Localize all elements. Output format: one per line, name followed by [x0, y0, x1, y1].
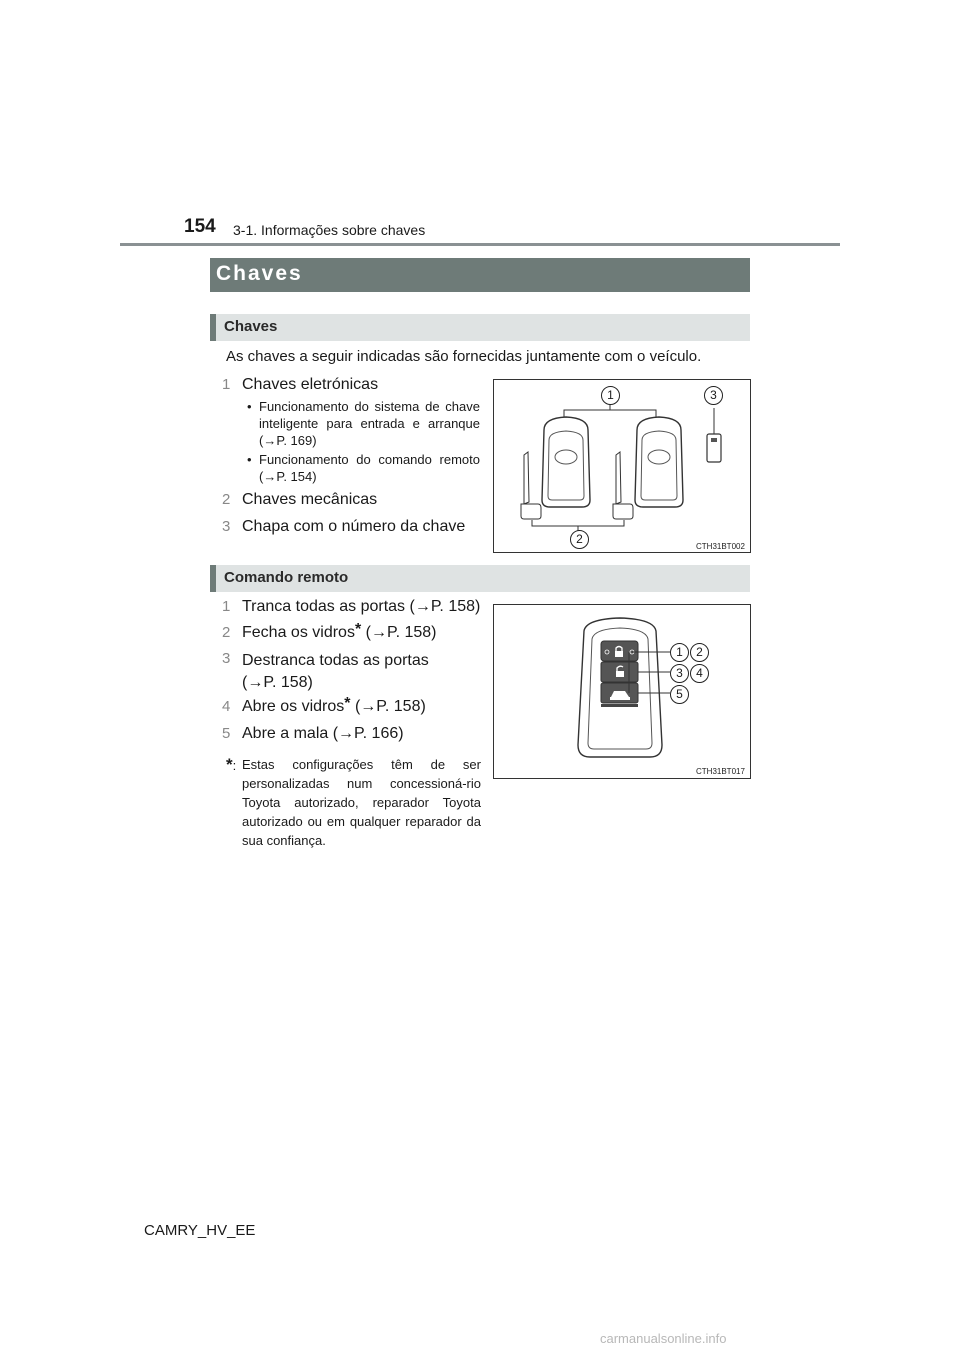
keys-bullet-1-text: Funcionamento do sistema de chave inteligente para entrada e arranque (→P. 169): [259, 399, 480, 448]
remote-callout-4: 4: [690, 664, 709, 683]
remote-item-5: [222, 725, 404, 743]
remote-illustration: [494, 605, 750, 778]
remote-item-4-label: Abre os vidros* (→P. 158): [242, 695, 426, 715]
breadcrumb: 3-1. Informações sobre chaves: [233, 222, 426, 238]
keys-callout-2: 2: [570, 530, 589, 549]
keys-callout-3: 3: [704, 386, 723, 405]
remote-callout-2: 2: [690, 643, 709, 662]
keys-intro: As chaves a seguir indicadas são fornecidas juntamente com o veículo.: [226, 348, 702, 365]
keys-illustration: [494, 380, 750, 552]
subheading-marker: [210, 314, 216, 341]
footnote-marker: *:: [226, 755, 237, 774]
item-number-5: 5: [222, 725, 231, 742]
smart-key-left: [542, 417, 590, 507]
keys-item-2-label: Chaves mecânicas: [242, 491, 378, 508]
remote-item-5-label: Abre a mala (→P. 166): [242, 725, 404, 742]
remote-item-3-label: Destranca todas as portas (→P. 158): [242, 652, 429, 691]
subheading-remote: [210, 565, 750, 592]
item-number-3: 3: [222, 518, 231, 535]
section-title: Chaves: [216, 262, 303, 285]
bullet-dot: •: [247, 399, 252, 414]
item-number-3: 3: [222, 650, 231, 667]
remote-item-1: [222, 598, 480, 616]
keys-item-3: [222, 518, 465, 536]
watermark: carmanualsonline.info: [600, 1331, 727, 1346]
remote-callout-3: 3: [670, 664, 689, 683]
keys-figure: [493, 379, 751, 553]
keys-item-1: [222, 376, 378, 394]
remote-item-1-label: Tranca todas as portas (→P. 158): [242, 598, 481, 615]
page-number: 154: [184, 216, 216, 237]
item-number-2: 2: [222, 491, 231, 508]
key-number-plate: [707, 434, 721, 462]
keys-bullet-2: [248, 451, 480, 485]
keys-bullet-2-text: Funcionamento do comando remoto (→P. 154): [259, 452, 480, 484]
remote-item-2-label: Fecha os vidros* (→P. 158): [242, 621, 437, 641]
item-number-1: 1: [222, 376, 231, 393]
remote-item-4: [222, 695, 426, 716]
subheading-keys: [210, 314, 750, 341]
footnote-star: *: [344, 695, 351, 712]
remote-item-2: [222, 621, 437, 642]
keys-item-2: [222, 491, 377, 509]
bullet-dot: •: [247, 452, 252, 467]
keys-bullet-1: [248, 398, 480, 449]
remote-callout-5: 5: [670, 685, 689, 704]
subheading-remote-label: Comando remoto: [224, 569, 349, 586]
keys-figure-code: CTH31BT002: [696, 542, 745, 551]
mechanical-key-left: [521, 452, 541, 519]
footnote-text: Estas configurações têm de ser personalizadas num concessioná-rio Toyota autorizado, reparador Toyota autorizado ou em qualquer reparador da sua confiança.: [242, 757, 481, 848]
item-number-2: 2: [222, 624, 231, 641]
remote-callout-1: 1: [670, 643, 689, 662]
footer-model: CAMRY_HV_EE: [144, 1222, 256, 1239]
keys-callout-1: 1: [601, 386, 620, 405]
keys-item-1-label: Chaves eletrónicas: [242, 376, 379, 393]
item-number-1: 1: [222, 598, 231, 615]
keys-item-3-label: Chapa com o número da chave: [242, 518, 466, 535]
mechanical-key-right: [613, 452, 633, 519]
item-number-4: 4: [222, 698, 231, 715]
remote-figure-code: CTH31BT017: [696, 767, 745, 776]
footnote-star: *: [354, 621, 362, 638]
subheading-marker: [210, 565, 216, 592]
smart-key-right: [635, 417, 683, 507]
remote-figure: [493, 604, 751, 779]
remote-item-3: [222, 650, 429, 694]
header-divider: [120, 243, 840, 246]
subheading-keys-label: Chaves: [224, 318, 278, 335]
footnote: [226, 755, 481, 850]
